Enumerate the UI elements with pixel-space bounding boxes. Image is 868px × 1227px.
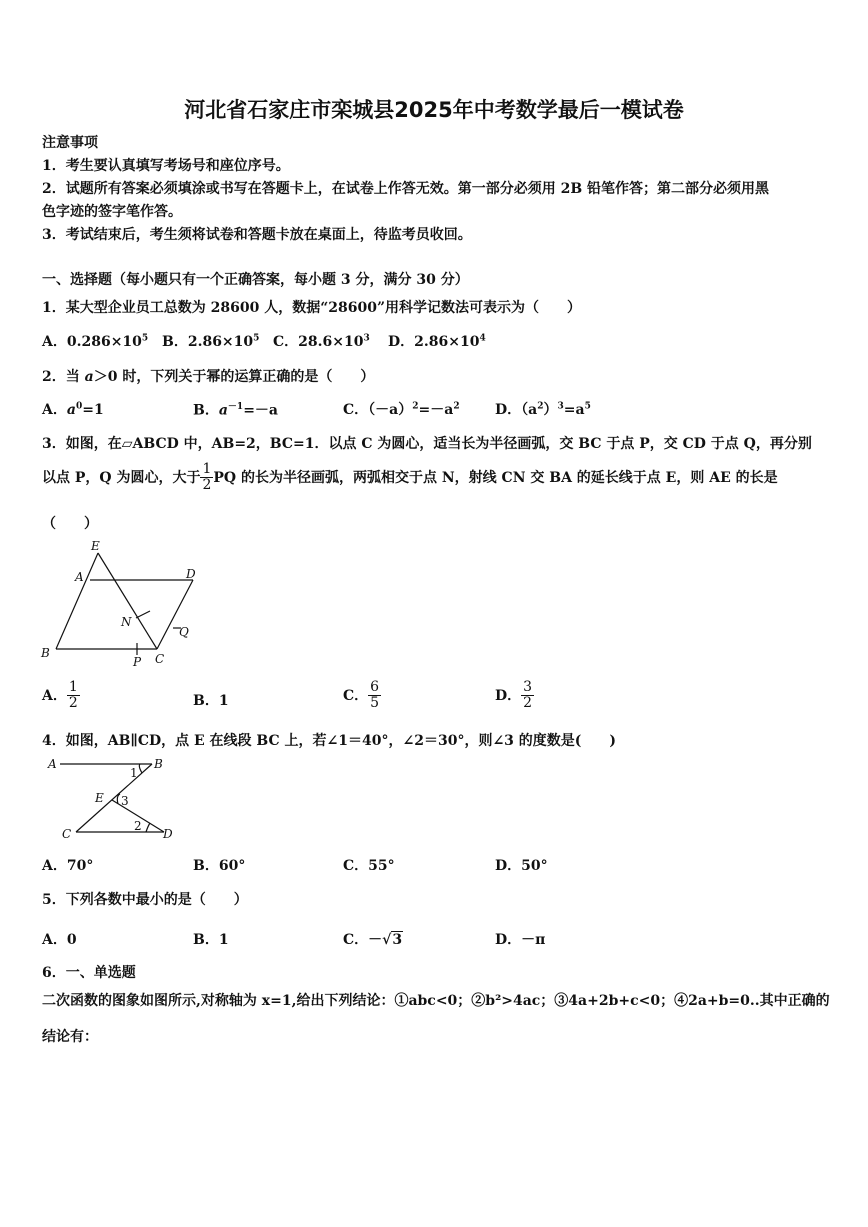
q1-option-d: D．$2.86\times 10^4$: [388, 333, 486, 350]
q2-option-a: A．$a^0=1$: [42, 401, 104, 418]
label-C: C: [155, 652, 165, 666]
question-2-stem: 2．当 a＞0 时，下列关于幂的运算正确的是（ ）: [42, 369, 375, 385]
label-E: E: [91, 539, 100, 553]
notice-item: 1．考生要认真填写考场号和座位序号。: [42, 158, 290, 174]
q5-option-d: D．－π: [495, 932, 546, 948]
label-D: D: [163, 827, 173, 841]
label-C: C: [62, 827, 72, 841]
question-6-stem-line2: 结论有：: [42, 1029, 98, 1045]
q3-option-c: C． $\frac{6}{5}$: [343, 679, 380, 712]
q2-option-c: C．$(-a)^2=-a^2$: [343, 401, 460, 418]
arc-mark-N: [136, 611, 150, 618]
q2-option-d: D．$(a^2)^3=a^5$: [495, 401, 591, 418]
question-3-stem: 3．如图，在▱ABCD 中，AB=2，BC=1．以点 C 为圆心，适当长为半径画弧，交 BC 于点 P，交 CD 于点 Q，再分别: [42, 436, 812, 452]
q4-option-b: B．60°: [193, 858, 246, 874]
label-E: E: [95, 791, 104, 805]
angle-1-arc: [139, 764, 142, 773]
angle-3-label: 3: [121, 794, 129, 808]
angle-2-label: 2: [134, 819, 142, 833]
q5-option-b: B．1: [193, 932, 229, 948]
q3-option-a: A． $\frac{1}{2}$: [42, 679, 78, 712]
label-B: B: [41, 646, 50, 660]
question-3-answer-bracket: （ ）: [42, 516, 98, 532]
q4-option-c: C．55°: [343, 858, 395, 874]
fraction-one-half: $\frac{1}{2}$: [202, 461, 212, 494]
line-EC: [98, 553, 157, 649]
section-heading: 一、选择题（每小题只有一个正确答案，每小题 3 分，满分 30 分）: [42, 272, 469, 288]
label-N: N: [121, 615, 132, 629]
label-Q: Q: [179, 625, 189, 639]
angle-1-label: 1: [130, 766, 138, 780]
label-A: A: [75, 570, 84, 584]
label-D: D: [186, 567, 196, 581]
notice-item: 色字迹的签字笔作答。: [42, 204, 182, 220]
q1-option-c: C．$28.6\times 10^3$: [273, 333, 370, 350]
angle-2-arc: [146, 823, 150, 832]
question-6-stem: 二次函数的图象如图所示,对称轴为 x=1,给出下列结论：①abc<0；②b²>4ac；③4a+2b+c<0；④2a+b=0..其中正确的: [42, 993, 830, 1009]
label-B: B: [154, 757, 163, 771]
label-P: P: [133, 655, 142, 669]
q5-option-a: A．0: [42, 932, 77, 948]
angle-3-arc: [117, 794, 120, 804]
q1-option-b: B．$2.86\times 10^5$: [162, 333, 260, 350]
q3-option-d: D． $\frac{3}{2}$: [495, 679, 533, 712]
question-4-stem: 4．如图，AB∥CD，点 E 在线段 BC 上，若∠1＝40°，∠2＝30°，则∠3 的度数是( ): [42, 733, 617, 749]
question-6-heading: 6．一、单选题: [42, 965, 136, 981]
question-5-stem: 5．下列各数中最小的是（ ）: [42, 892, 248, 908]
q3-option-b: B．1: [193, 693, 229, 709]
question-1-stem: 1．某大型企业员工总数为 28600 人，数据“28600”用科学记数法可表示为（ ）: [42, 300, 582, 316]
parallelogram-figure: [36, 536, 206, 670]
notice-item: 2．试题所有答案必须填涂或书写在答题卡上，在试卷上作答无效。第一部分必须用 2B 铅笔作答；第二部分必须用黑: [42, 181, 770, 197]
label-A: A: [48, 757, 57, 771]
notice-heading: 注意事项: [42, 135, 98, 151]
q2-option-b: B．$a^{-1}=-a$: [193, 402, 278, 419]
q4-option-d: D．50°: [495, 858, 548, 874]
q1-option-a: A．$0.286\times 10^5$: [42, 333, 149, 350]
page-title: 河北省石家庄市栾城县2025年中考数学最后一模试卷: [184, 98, 684, 122]
line-BE: [56, 553, 98, 649]
question-3-stem-line2: 以点 P，Q 为圆心，大于 $\frac{1}{2}$ PQ 的长为半径画弧，两弧相交于点 N，射线 CN 交 BA 的延长线于点 E，则 AE 的长是: [42, 461, 778, 494]
notice-item: 3．考试结束后，考生须将试卷和答题卡放在桌面上，待监考员收回。: [42, 227, 472, 243]
parallel-lines-figure: [46, 752, 186, 844]
q5-option-c: C．－√3: [343, 932, 403, 948]
q4-option-a: A．70°: [42, 858, 94, 874]
